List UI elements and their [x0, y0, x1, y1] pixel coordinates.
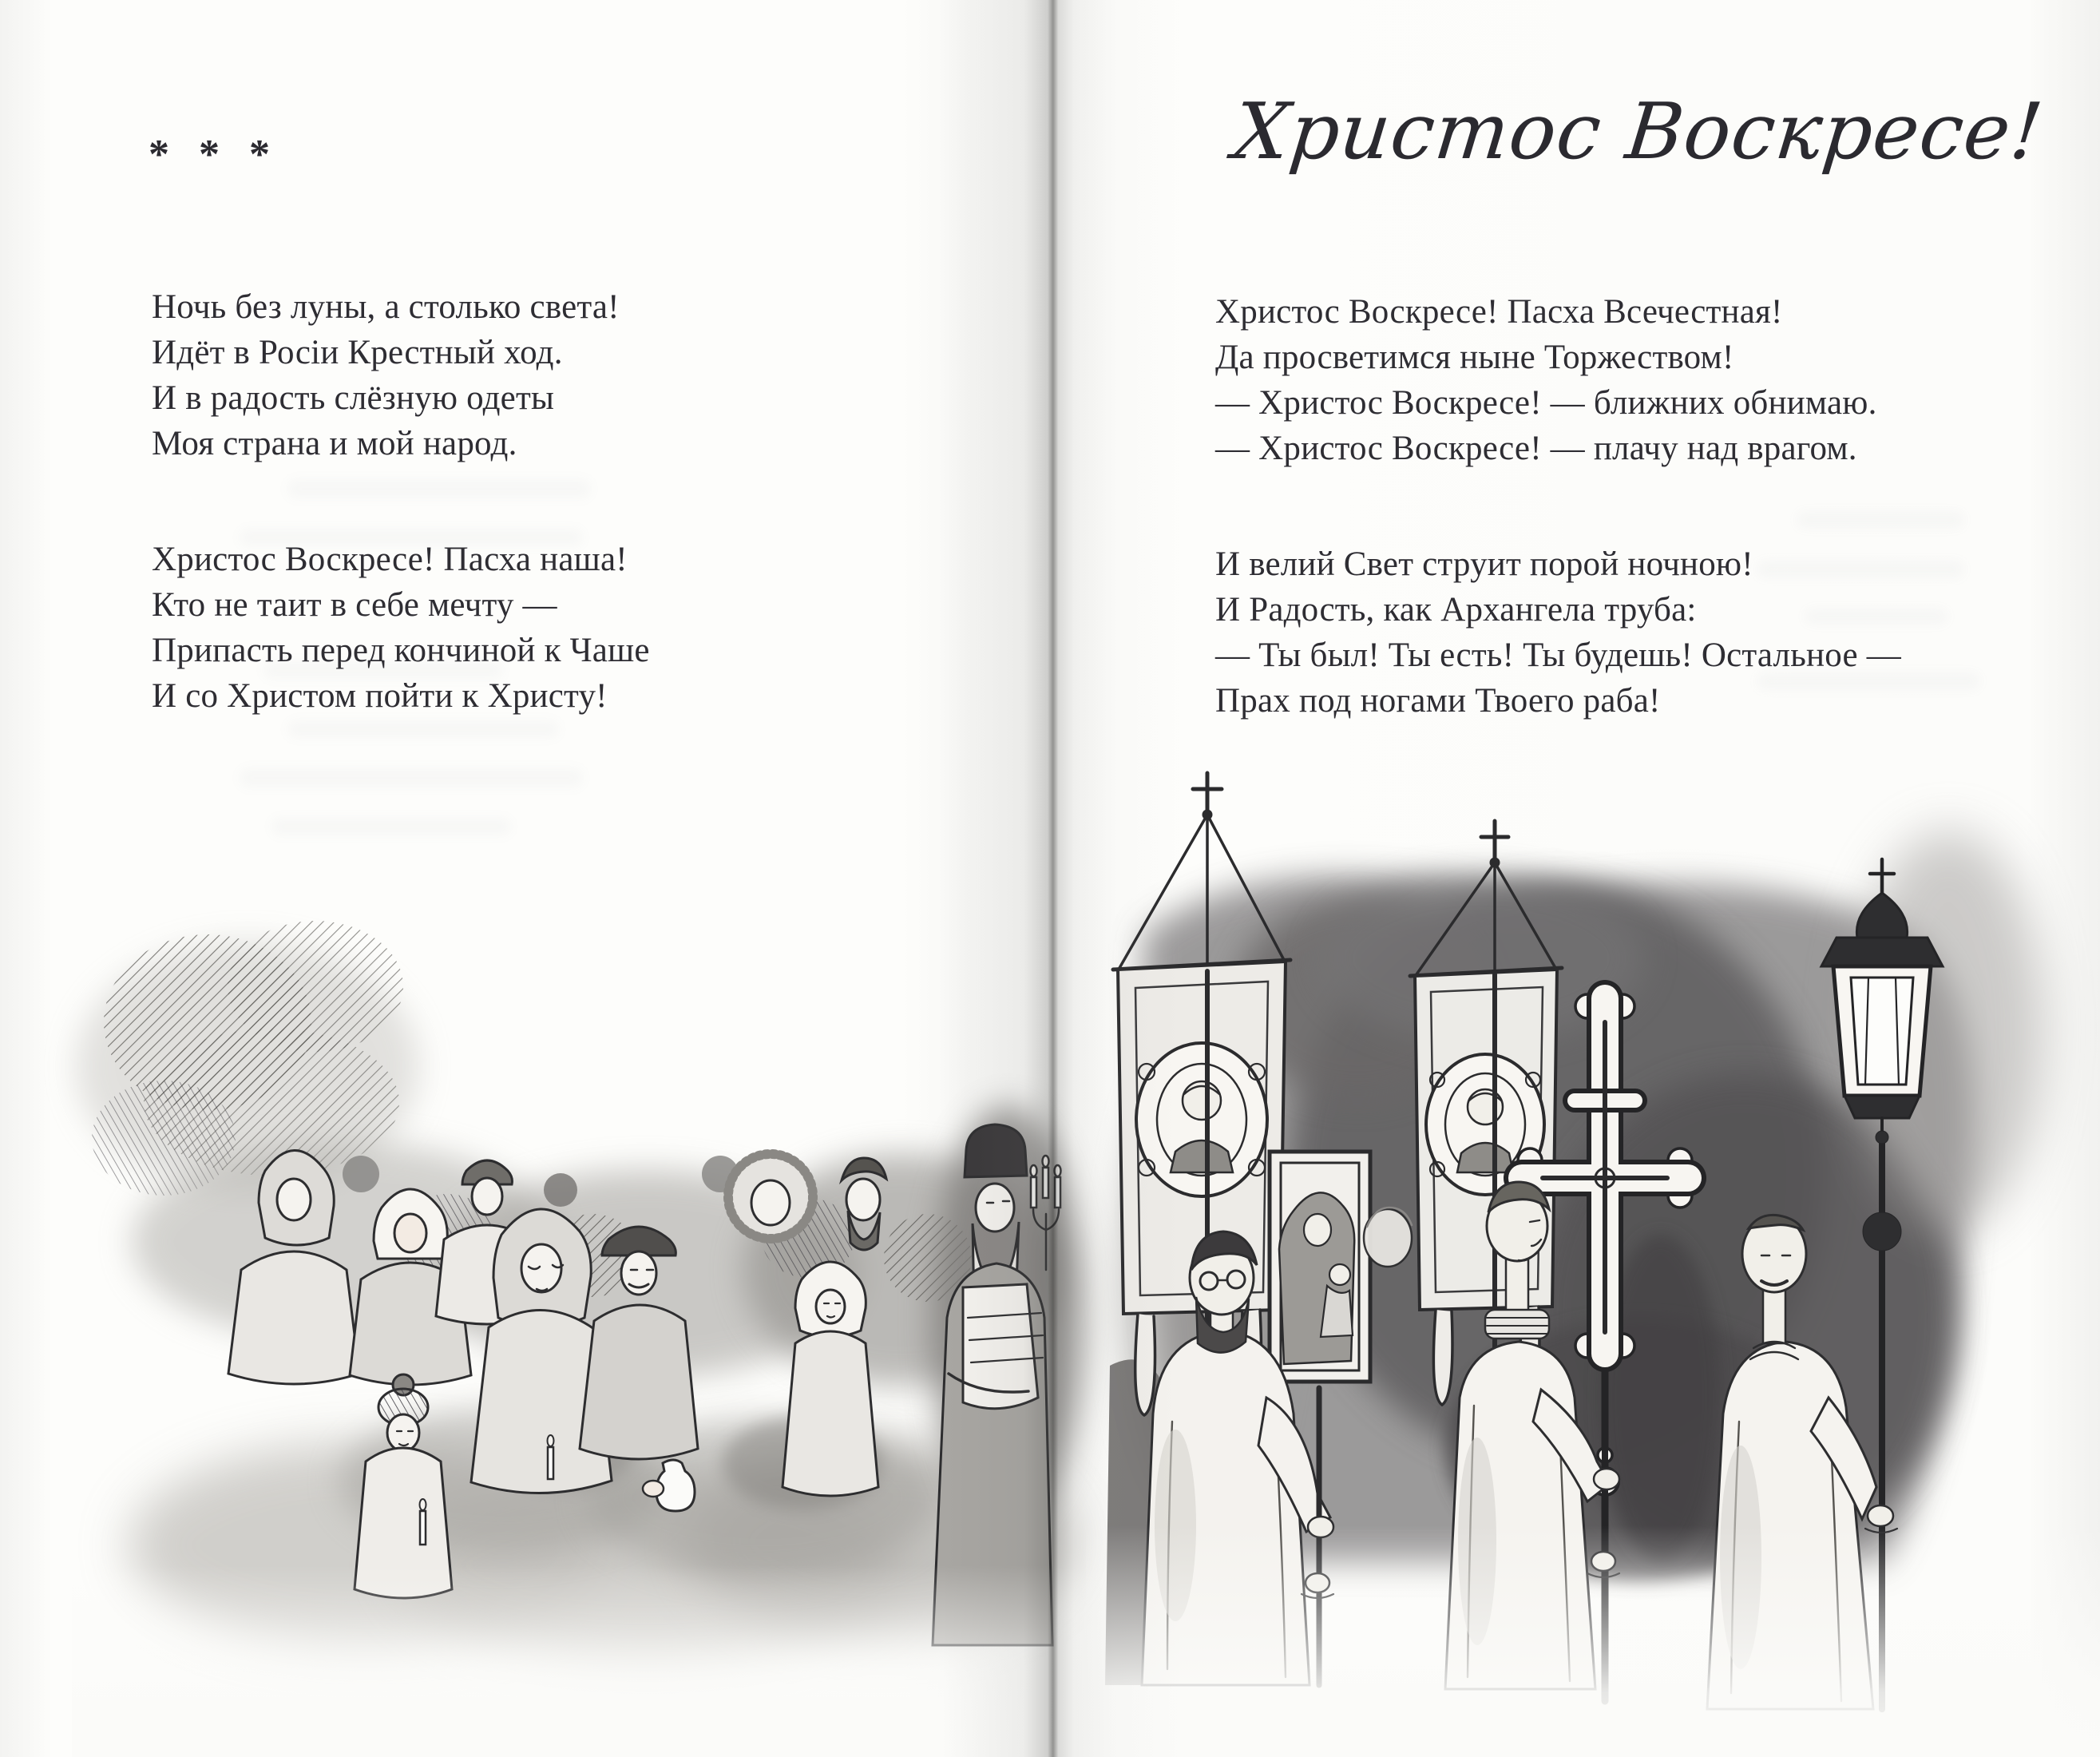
poem-line: И велий Свет струит порой ночною! [1215, 545, 1753, 583]
poem-line: Припасть перед кончиной к Чаше [152, 632, 650, 669]
poem-right [1215, 289, 1901, 724]
stanza [152, 537, 650, 719]
poem-line: И со Христом пойти к Христу! [152, 677, 608, 715]
section-marker: * * * [149, 132, 279, 177]
poem-line: Моя страна и мой народ. [152, 425, 517, 462]
poem-left [152, 284, 650, 719]
procession-scene [1086, 773, 2100, 1757]
procession-illustration [0, 759, 2100, 1757]
poem-line: Идёт в Росіи Крестный ход. [152, 334, 563, 371]
poem-line: — Ты был! Ты есть! Ты будешь! Остальное — [1215, 637, 1901, 674]
poem-line: Христос Воскресе! Пасха Всечестная! [1215, 293, 1783, 331]
poem-line: Ночь без луны, а столько света! [152, 288, 620, 326]
poem-line: Прах под ногами Твоего раба! [1215, 682, 1661, 720]
bleedthrough [287, 720, 559, 738]
poem-title: Христос Воскресе! [1229, 86, 2048, 176]
poem-line: Христос Воскресе! Пасха наша! [152, 541, 628, 578]
poem-line: И Радость, как Архангела труба: [1215, 591, 1697, 629]
crowd-scene [72, 921, 1102, 1757]
poem-line: И в радость слёзную одеты [152, 379, 555, 417]
stanza [152, 284, 650, 466]
poem-line: Да просветимся ныне Торжеством! [1215, 339, 1734, 376]
poem-line: Кто не таит в себе мечту — [152, 586, 557, 624]
stanza [1215, 289, 1901, 471]
poem-line: — Христос Воскресе! — плачу над врагом. [1215, 430, 1857, 467]
stanza [1215, 541, 1901, 724]
poem-line: — Христос Воскресе! — ближних обнимаю. [1215, 384, 1877, 422]
